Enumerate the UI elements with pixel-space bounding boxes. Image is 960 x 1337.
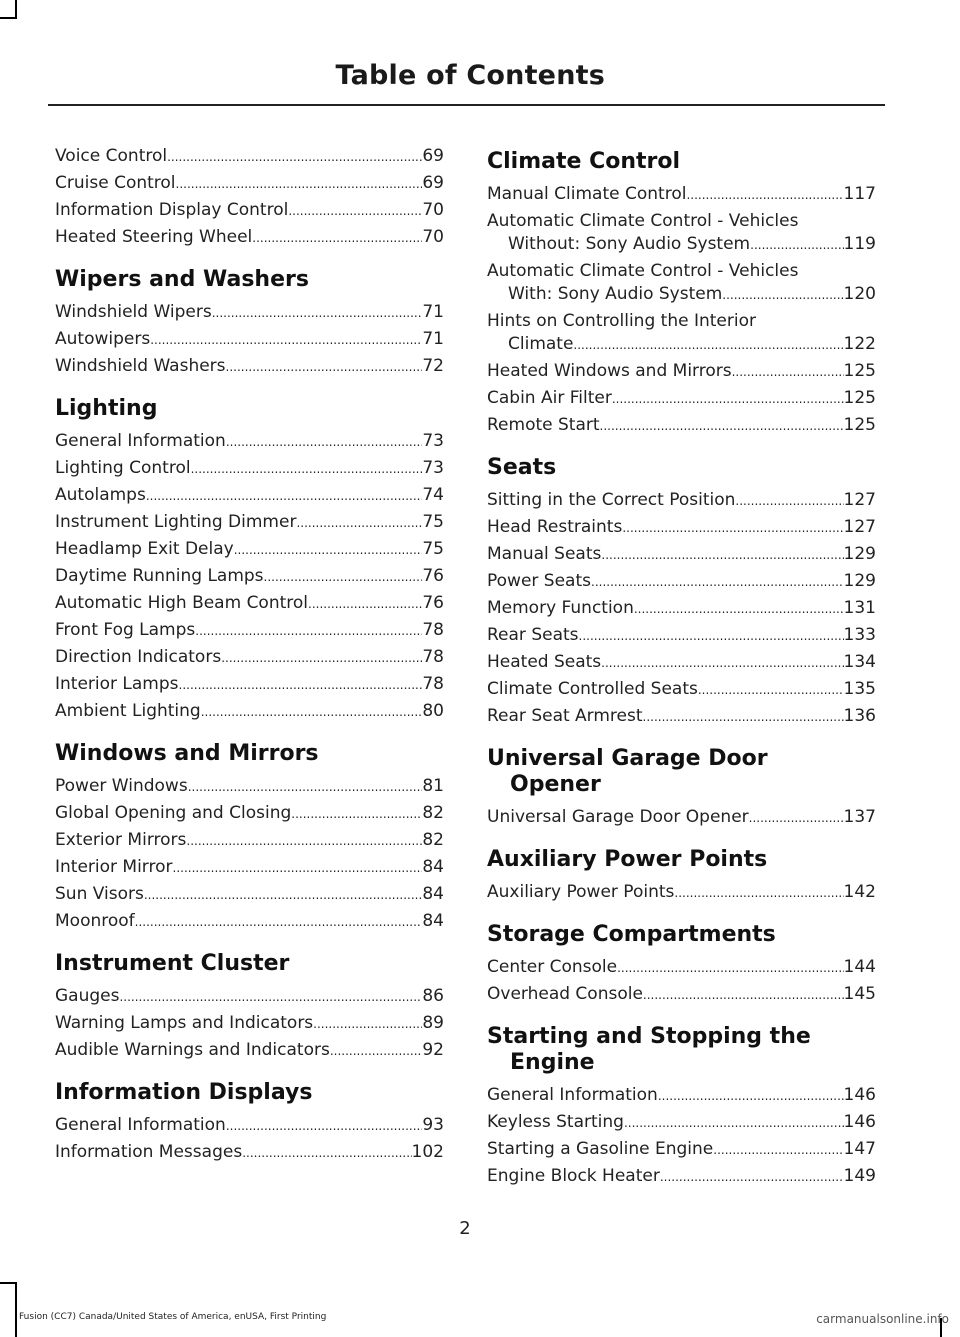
- dot-leader: [226, 356, 423, 379]
- dot-leader: [212, 302, 423, 325]
- toc-entry-title: General Information: [487, 1085, 658, 1105]
- toc-entry-title: Lighting Control: [55, 458, 191, 478]
- dot-leader: [658, 1085, 844, 1108]
- section-title: Seats: [487, 455, 557, 480]
- toc-entry-title: Sun Visors: [55, 884, 144, 904]
- toc-entry-title: Climate Controlled Seats: [487, 679, 698, 699]
- dot-leader: [750, 234, 843, 257]
- dot-leader: [234, 539, 423, 562]
- dot-leader: [612, 388, 844, 411]
- toc-entry[interactable]: [55, 673, 444, 697]
- toc-entry-page: 134: [843, 652, 876, 672]
- toc-entry-page: 71: [422, 329, 444, 349]
- toc-entry-continued-line: [487, 283, 876, 307]
- watermark: carmanualsonline.info: [816, 1312, 949, 1326]
- dot-leader: [264, 566, 423, 589]
- toc-entry[interactable]: [55, 301, 444, 325]
- dot-leader: [144, 884, 423, 907]
- toc-entry[interactable]: [487, 489, 876, 513]
- toc-entry-title: Information Display Control: [55, 200, 289, 220]
- toc-entry-page: 102: [411, 1142, 444, 1162]
- toc-entry-title: Direction Indicators: [55, 647, 222, 667]
- toc-entry-page: 75: [422, 512, 444, 532]
- toc-entry-title: Power Windows: [55, 776, 188, 796]
- toc-entry-title-continued: With: Sony Audio System: [508, 284, 723, 304]
- toc-entry-title: Autolamps: [55, 485, 146, 505]
- toc-entry[interactable]: [487, 983, 876, 1007]
- dot-leader: [242, 1142, 411, 1165]
- toc-entry[interactable]: [55, 700, 444, 724]
- toc-entry[interactable]: [55, 1039, 444, 1063]
- toc-entry[interactable]: [487, 543, 876, 567]
- toc-entry[interactable]: [487, 597, 876, 621]
- toc-entry-page: 119: [843, 234, 876, 254]
- toc-entry-page: 146: [843, 1085, 876, 1105]
- toc-entry-page: 73: [422, 458, 444, 478]
- section-title: Lighting: [55, 396, 158, 421]
- toc-entry-page: 78: [422, 674, 444, 694]
- toc-entry-title: Information Messages: [55, 1142, 243, 1162]
- toc-entry-title: Instrument Lighting Dimmer: [55, 512, 297, 532]
- toc-entry-title: Engine Block Heater: [487, 1166, 660, 1186]
- toc-entry[interactable]: [55, 829, 444, 853]
- toc-entry-page: 117: [843, 184, 876, 204]
- toc-entry-title: Headlamp Exit Delay: [55, 539, 234, 559]
- toc-entry-page: 76: [422, 566, 444, 586]
- toc-entry-title: Windshield Washers: [55, 356, 226, 376]
- toc-entry-title: Front Fog Lamps: [55, 620, 196, 640]
- toc-entry-page: 76: [422, 593, 444, 613]
- section-title-continued: Opener: [510, 772, 601, 797]
- toc-entry[interactable]: [487, 210, 876, 257]
- toc-entry-title: Autowipers: [55, 329, 151, 349]
- toc-section-heading: [55, 1080, 444, 1106]
- toc-entry-title: Manual Seats: [487, 544, 602, 564]
- toc-entry-title: Interior Lamps: [55, 674, 179, 694]
- toc-entry-title: Voice Control: [55, 146, 168, 166]
- toc-entry-title: Warning Lamps and Indicators: [55, 1013, 314, 1033]
- toc-entry[interactable]: [55, 883, 444, 907]
- toc-section-heading: [487, 1024, 876, 1076]
- section-title: Windows and Mirrors: [55, 741, 319, 766]
- toc-entry-title: Moonroof: [55, 911, 135, 931]
- dot-leader: [308, 593, 422, 616]
- crop-mark-bottom-left: [15, 1282, 17, 1337]
- toc-entry[interactable]: [487, 1084, 876, 1108]
- toc-entry-title: Automatic Climate Control - Vehicles: [487, 211, 799, 231]
- toc-entry-title: Daytime Running Lamps: [55, 566, 264, 586]
- toc-entry-page: 133: [843, 625, 876, 645]
- toc-entry[interactable]: [55, 355, 444, 379]
- dot-leader: [601, 544, 843, 567]
- toc-entry-page: 92: [422, 1040, 444, 1060]
- dot-leader: [188, 776, 423, 799]
- toc-entry-page: 146: [843, 1112, 876, 1132]
- toc-entry-page: 131: [843, 598, 876, 618]
- dot-leader: [617, 957, 843, 980]
- toc-entry[interactable]: [55, 1012, 444, 1036]
- toc-entry-title: Automatic Climate Control - Vehicles: [487, 261, 799, 281]
- toc-entry-page: 71: [422, 302, 444, 322]
- dot-leader: [634, 598, 844, 621]
- toc-entry-continued-line: [487, 333, 876, 357]
- toc-entry[interactable]: [487, 260, 876, 307]
- toc-entry[interactable]: [487, 956, 876, 980]
- toc-entry-page: 74: [422, 485, 444, 505]
- toc-entry[interactable]: [55, 802, 444, 826]
- toc-entry-page: 125: [843, 361, 876, 381]
- dot-leader: [600, 415, 844, 438]
- toc-entry-title: Global Opening and Closing: [55, 803, 292, 823]
- dot-leader: [601, 652, 843, 675]
- toc-entry-page: 129: [843, 571, 876, 591]
- dot-leader: [686, 184, 843, 207]
- dot-leader: [119, 986, 422, 1009]
- dot-leader: [135, 911, 423, 934]
- toc-entry[interactable]: [487, 678, 876, 702]
- dot-leader: [221, 647, 422, 670]
- toc-entry[interactable]: [55, 1114, 444, 1138]
- toc-right-column: [487, 145, 876, 1192]
- toc-entry-title: Ambient Lighting: [55, 701, 201, 721]
- dot-leader: [191, 458, 423, 481]
- toc-entry-page: 120: [843, 284, 876, 304]
- toc-entry-page: 69: [422, 146, 444, 166]
- dot-leader: [749, 807, 844, 830]
- toc-entry[interactable]: [487, 183, 876, 207]
- toc-entry-title: Manual Climate Control: [487, 184, 687, 204]
- toc-entry-title: General Information: [55, 431, 226, 451]
- toc-entry[interactable]: [55, 910, 444, 934]
- toc-entry-title: Cruise Control: [55, 173, 176, 193]
- toc-section-heading: [55, 951, 444, 977]
- toc-entry[interactable]: [487, 806, 876, 830]
- dot-leader: [296, 512, 422, 535]
- dot-leader: [195, 620, 422, 643]
- toc-entry-title: Keyless Starting: [487, 1112, 624, 1132]
- crop-mark-top-left-h: [0, 17, 17, 19]
- dot-leader: [579, 625, 844, 648]
- dot-leader: [150, 329, 422, 352]
- toc-entry-page: 137: [843, 807, 876, 827]
- dot-leader: [735, 490, 843, 513]
- toc-entry[interactable]: [55, 565, 444, 589]
- toc-entry-page: 127: [843, 490, 876, 510]
- toc-entry-page: 70: [422, 227, 444, 247]
- toc-entry-title: Universal Garage Door Opener: [487, 807, 749, 827]
- dot-leader: [674, 882, 843, 905]
- dot-leader: [573, 334, 843, 357]
- toc-entry-title: Starting a Gasoline Engine: [487, 1139, 714, 1159]
- toc-entry[interactable]: [487, 414, 876, 438]
- toc-entry-page: 82: [422, 803, 444, 823]
- toc-section-heading: [487, 922, 876, 948]
- toc-section-heading: [55, 741, 444, 767]
- crop-mark-top-left: [15, 0, 17, 18]
- toc-entry-title: Rear Seat Armrest: [487, 706, 643, 726]
- toc-entry-title: Heated Seats: [487, 652, 602, 672]
- toc-entry[interactable]: [55, 226, 444, 250]
- dot-leader: [176, 173, 423, 196]
- toc-entry-page: 144: [843, 957, 876, 977]
- toc-section-heading: [55, 396, 444, 422]
- toc-entry-continued-line: [487, 233, 876, 257]
- toc-entry-page: 89: [422, 1013, 444, 1033]
- toc-entry-page: 73: [422, 431, 444, 451]
- section-title: Wipers and Washers: [55, 267, 309, 292]
- toc-entry-title: Heated Windows and Mirrors: [487, 361, 732, 381]
- section-title: Instrument Cluster: [55, 951, 290, 976]
- toc-entry-page: 69: [422, 173, 444, 193]
- dot-leader: [167, 146, 422, 169]
- toc-entry[interactable]: [55, 856, 444, 880]
- dot-leader: [179, 674, 423, 697]
- toc-entry-page: 75: [422, 539, 444, 559]
- footer-print-info: Fusion (CC7) Canada/United States of America, enUSA, First Printing: [19, 1312, 327, 1322]
- toc-left-column: [55, 145, 444, 1168]
- toc-entry[interactable]: [487, 705, 876, 729]
- dot-leader: [722, 284, 843, 307]
- toc-entry-title: Gauges: [55, 986, 120, 1006]
- toc-entry[interactable]: [55, 538, 444, 562]
- section-title-continued: Engine: [510, 1050, 595, 1075]
- section-title: Auxiliary Power Points: [487, 847, 768, 872]
- dot-leader: [252, 227, 422, 250]
- toc-section-heading: [55, 267, 444, 293]
- toc-entry-page: 86: [422, 986, 444, 1006]
- toc-entry[interactable]: [55, 619, 444, 643]
- toc-entry[interactable]: [487, 1138, 876, 1162]
- toc-entry-page: 147: [843, 1139, 876, 1159]
- dot-leader: [713, 1139, 843, 1162]
- toc-entry[interactable]: [55, 1141, 444, 1165]
- toc-entry-title: Exterior Mirrors: [55, 830, 187, 850]
- toc-entry[interactable]: [487, 310, 876, 357]
- toc-entry-title: Memory Function: [487, 598, 634, 618]
- toc-entry-page: 149: [843, 1166, 876, 1186]
- toc-entry-page: 145: [843, 984, 876, 1004]
- page-title: Table of Contents: [335, 60, 605, 91]
- toc-entry-title: Rear Seats: [487, 625, 579, 645]
- toc-entry-title: Interior Mirror: [55, 857, 173, 877]
- toc-entry-page: 81: [422, 776, 444, 796]
- toc-entry[interactable]: [487, 624, 876, 648]
- toc-entry[interactable]: [487, 570, 876, 594]
- toc-entry-page: 84: [422, 857, 444, 877]
- toc-entry-title-continued: Without: Sony Audio System: [508, 234, 751, 254]
- dot-leader: [201, 701, 423, 724]
- toc-entry-title: Cabin Air Filter: [487, 388, 612, 408]
- section-title: Storage Compartments: [487, 922, 776, 947]
- toc-entry-page: 82: [422, 830, 444, 850]
- dot-leader: [186, 830, 422, 853]
- dot-leader: [226, 1115, 423, 1138]
- toc-entry-page: 78: [422, 647, 444, 667]
- toc-entry-page: 80: [422, 701, 444, 721]
- toc-entry-page: 125: [843, 388, 876, 408]
- toc-entry[interactable]: [55, 457, 444, 481]
- toc-entry-title: Auxiliary Power Points: [487, 882, 675, 902]
- dot-leader: [732, 361, 844, 384]
- section-title: Information Displays: [55, 1080, 313, 1105]
- toc-entry[interactable]: [55, 430, 444, 454]
- dot-leader: [173, 857, 423, 880]
- section-title: Starting and Stopping the: [487, 1024, 811, 1049]
- toc-entry-page: 72: [422, 356, 444, 376]
- toc-entry-title: Overhead Console: [487, 984, 643, 1004]
- toc-section-heading: [487, 455, 876, 481]
- toc-entry-title: Hints on Controlling the Interior: [487, 311, 756, 331]
- dot-leader: [313, 1013, 422, 1036]
- toc-entry[interactable]: [487, 360, 876, 384]
- toc-entry[interactable]: [55, 199, 444, 223]
- dot-leader: [146, 485, 423, 508]
- section-title: Climate Control: [487, 149, 681, 174]
- toc-entry-page: 84: [422, 911, 444, 931]
- toc-entry-title: Automatic High Beam Control: [55, 593, 309, 613]
- toc-entry-page: 122: [843, 334, 876, 354]
- toc-entry-title: Remote Start: [487, 415, 600, 435]
- toc-entry[interactable]: [487, 881, 876, 905]
- dot-leader: [698, 679, 844, 702]
- toc-entry[interactable]: [487, 387, 876, 411]
- dot-leader: [660, 1166, 844, 1189]
- toc-entry-title: Sitting in the Correct Position: [487, 490, 736, 510]
- toc-entry-page: 127: [843, 517, 876, 537]
- toc-entry[interactable]: [55, 511, 444, 535]
- toc-entry[interactable]: [55, 145, 444, 169]
- dot-leader: [291, 803, 422, 826]
- toc-entry-title: Audible Warnings and Indicators: [55, 1040, 330, 1060]
- toc-entry-title: Power Seats: [487, 571, 591, 591]
- toc-entry[interactable]: [55, 484, 444, 508]
- dot-leader: [591, 571, 844, 594]
- toc-entry-title-continued: Climate: [508, 334, 574, 354]
- dot-leader: [622, 517, 843, 540]
- toc-entry-title: Center Console: [487, 957, 618, 977]
- page-number: 2: [459, 1218, 471, 1239]
- toc-entry[interactable]: [55, 592, 444, 616]
- toc-section-heading: [487, 746, 876, 798]
- toc-entry-page: 136: [843, 706, 876, 726]
- toc-entry[interactable]: [55, 646, 444, 670]
- section-title: Universal Garage Door: [487, 746, 768, 771]
- toc-entry-page: 142: [843, 882, 876, 902]
- toc-entry-page: 135: [843, 679, 876, 699]
- crop-mark-bottom-left-h: [0, 1282, 17, 1284]
- toc-entry-title: Heated Steering Wheel: [55, 227, 253, 247]
- toc-entry[interactable]: [55, 985, 444, 1009]
- toc-entry-page: 129: [843, 544, 876, 564]
- dot-leader: [226, 431, 423, 454]
- toc-entry-page: 84: [422, 884, 444, 904]
- dot-leader: [643, 984, 844, 1007]
- toc-entry[interactable]: [487, 516, 876, 540]
- toc-entry-title: Head Restraints: [487, 517, 623, 537]
- toc-entry-title: General Information: [55, 1115, 226, 1135]
- toc-entry[interactable]: [487, 1111, 876, 1135]
- toc-entry-page: 78: [422, 620, 444, 640]
- toc-entry[interactable]: [55, 328, 444, 352]
- toc-entry[interactable]: [55, 775, 444, 799]
- dot-leader: [624, 1112, 844, 1135]
- toc-entry-page: 125: [843, 415, 876, 435]
- toc-section-heading: [487, 847, 876, 873]
- toc-entry[interactable]: [55, 172, 444, 196]
- header-divider: [48, 104, 885, 106]
- toc-entry[interactable]: [487, 1165, 876, 1189]
- dot-leader: [288, 200, 422, 223]
- toc-entry-page: 93: [422, 1115, 444, 1135]
- toc-entry[interactable]: [487, 651, 876, 675]
- toc-entry-page: 70: [422, 200, 444, 220]
- dot-leader: [643, 706, 844, 729]
- dot-leader: [330, 1040, 423, 1063]
- toc-entry-title: Windshield Wipers: [55, 302, 212, 322]
- toc-section-heading: [487, 149, 876, 175]
